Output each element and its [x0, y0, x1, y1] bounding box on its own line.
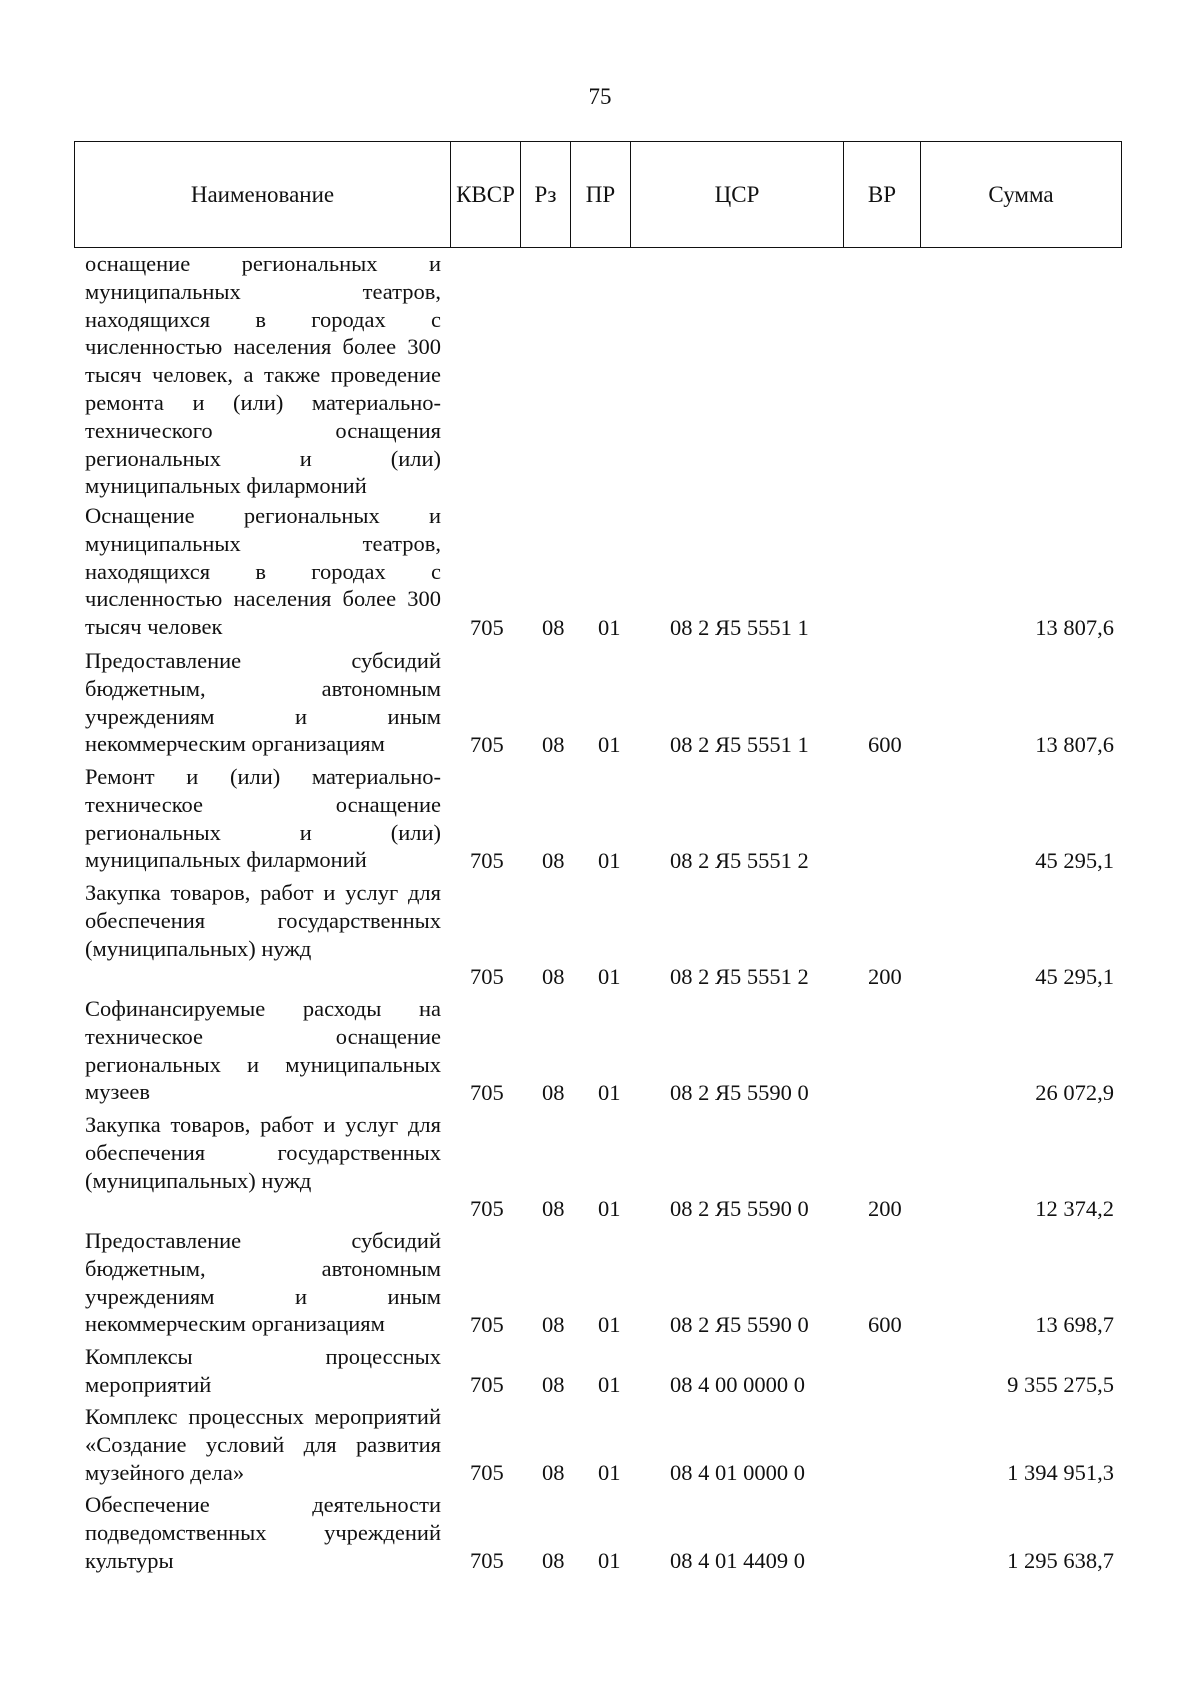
row-pr: 01: [598, 1460, 621, 1486]
row-csr: 08 4 01 0000 0: [670, 1460, 805, 1486]
table-row: [0, 1111, 1200, 1223]
header-kvsr: КВСР: [451, 142, 521, 247]
row-kvsr: 705: [470, 615, 504, 641]
row-csr: 08 2 Я5 5590 0: [670, 1080, 809, 1106]
row-kvsr: 705: [470, 1080, 504, 1106]
row-pr: 01: [598, 1312, 621, 1338]
row-rz: 08: [542, 615, 565, 641]
row-kvsr: 705: [470, 1460, 504, 1486]
header-pr: ПР: [571, 142, 631, 247]
row-pr: 01: [598, 1080, 621, 1106]
row-sum: 1 295 638,7: [1007, 1548, 1114, 1574]
row-kvsr: 705: [470, 1548, 504, 1574]
table-row: [0, 763, 1200, 875]
row-sum: 12 374,2: [1035, 1196, 1114, 1222]
row-name: оснащение региональных и муниципальных театров, находящихся в городах с численностью населения более 300 тысяч человек, а также проведение ремонта и (или) материально-технического оснащения региональных и (или) муниципальных филармоний: [85, 251, 441, 499]
row-name: Предоставление субсидий бюджетным, автономным учреждениям и иным некоммерческим организациям: [85, 648, 441, 757]
row-kvsr: 705: [470, 964, 504, 990]
row-sum: 1 394 951,3: [1007, 1460, 1114, 1486]
header-rz: Рз: [521, 142, 571, 247]
row-pr: 01: [598, 1548, 621, 1574]
row-name: Софинансируемые расходы на техническое оснащение региональных и муниципальных музеев: [85, 996, 441, 1105]
row-vr: 200: [868, 1196, 902, 1222]
table-row: [0, 879, 1200, 991]
row-name: Комплекс процессных мероприятий «Создание условий для развития музейного дела»: [85, 1404, 441, 1485]
row-rz: 08: [542, 1372, 565, 1398]
row-csr: 08 2 Я5 5590 0: [670, 1196, 809, 1222]
row-sum: 13 807,6: [1035, 615, 1114, 641]
row-name: Закупка товаров, работ и услуг для обеспечения государственных (муниципальных) нужд: [85, 1112, 441, 1193]
row-vr: 200: [868, 964, 902, 990]
row-kvsr: 705: [470, 1312, 504, 1338]
row-pr: 01: [598, 1196, 621, 1222]
row-csr: 08 2 Я5 5551 2: [670, 848, 809, 874]
row-vr: 600: [868, 1312, 902, 1338]
table-row: [0, 1343, 1200, 1399]
row-sum: 45 295,1: [1035, 964, 1114, 990]
header-name: Наименование: [75, 142, 451, 247]
row-rz: 08: [542, 1196, 565, 1222]
row-sum: 13 807,6: [1035, 732, 1114, 758]
row-csr: 08 4 01 4409 0: [670, 1548, 805, 1574]
row-csr: 08 2 Я5 5551 2: [670, 964, 809, 990]
row-sum: 13 698,7: [1035, 1312, 1114, 1338]
row-pr: 01: [598, 964, 621, 990]
row-rz: 08: [542, 1460, 565, 1486]
table-row: [0, 502, 1200, 642]
header-vr: ВР: [844, 142, 921, 247]
row-rz: 08: [542, 964, 565, 990]
table-row: [0, 250, 1200, 500]
page-number: 75: [588, 84, 612, 109]
row-name: Комплексы процессных мероприятий: [85, 1344, 441, 1397]
row-pr: 01: [598, 732, 621, 758]
row-rz: 08: [542, 1080, 565, 1106]
row-kvsr: 705: [470, 848, 504, 874]
row-name: Оснащение региональных и муниципальных театров, находящихся в городах с численностью населения более 300 тысяч человек: [85, 503, 441, 640]
row-csr: 08 2 Я5 5551 1: [670, 732, 809, 758]
row-name: Предоставление субсидий бюджетным, автономным учреждениям и иным некоммерческим организациям: [85, 1228, 441, 1337]
table-row: [0, 647, 1200, 759]
row-sum: 45 295,1: [1035, 848, 1114, 874]
table-row: [0, 1491, 1200, 1575]
row-kvsr: 705: [470, 732, 504, 758]
row-pr: 01: [598, 615, 621, 641]
row-csr: 08 2 Я5 5551 1: [670, 615, 809, 641]
row-csr: 08 4 00 0000 0: [670, 1372, 805, 1398]
row-pr: 01: [598, 848, 621, 874]
row-pr: 01: [598, 1372, 621, 1398]
row-rz: 08: [542, 732, 565, 758]
row-kvsr: 705: [470, 1372, 504, 1398]
row-sum: 9 355 275,5: [1007, 1372, 1114, 1398]
row-name: Ремонт и (или) материально-техническое оснащение региональных и (или) муниципальных филармоний: [85, 764, 441, 873]
table-row: [0, 1403, 1200, 1487]
table-row: [0, 995, 1200, 1107]
table-header: [74, 141, 1122, 248]
row-rz: 08: [542, 1548, 565, 1574]
row-rz: 08: [542, 1312, 565, 1338]
row-name: Обеспечение деятельности подведомственных учреждений культуры: [85, 1492, 441, 1573]
row-kvsr: 705: [470, 1196, 504, 1222]
row-vr: 600: [868, 732, 902, 758]
header-sum: Сумма: [988, 181, 1054, 207]
table-row: [0, 1227, 1200, 1339]
row-sum: 26 072,9: [1035, 1080, 1114, 1106]
row-csr: 08 2 Я5 5590 0: [670, 1312, 809, 1338]
row-rz: 08: [542, 848, 565, 874]
row-name: Закупка товаров, работ и услуг для обеспечения государственных (муниципальных) нужд: [85, 880, 441, 961]
header-csr: ЦСР: [631, 142, 844, 247]
